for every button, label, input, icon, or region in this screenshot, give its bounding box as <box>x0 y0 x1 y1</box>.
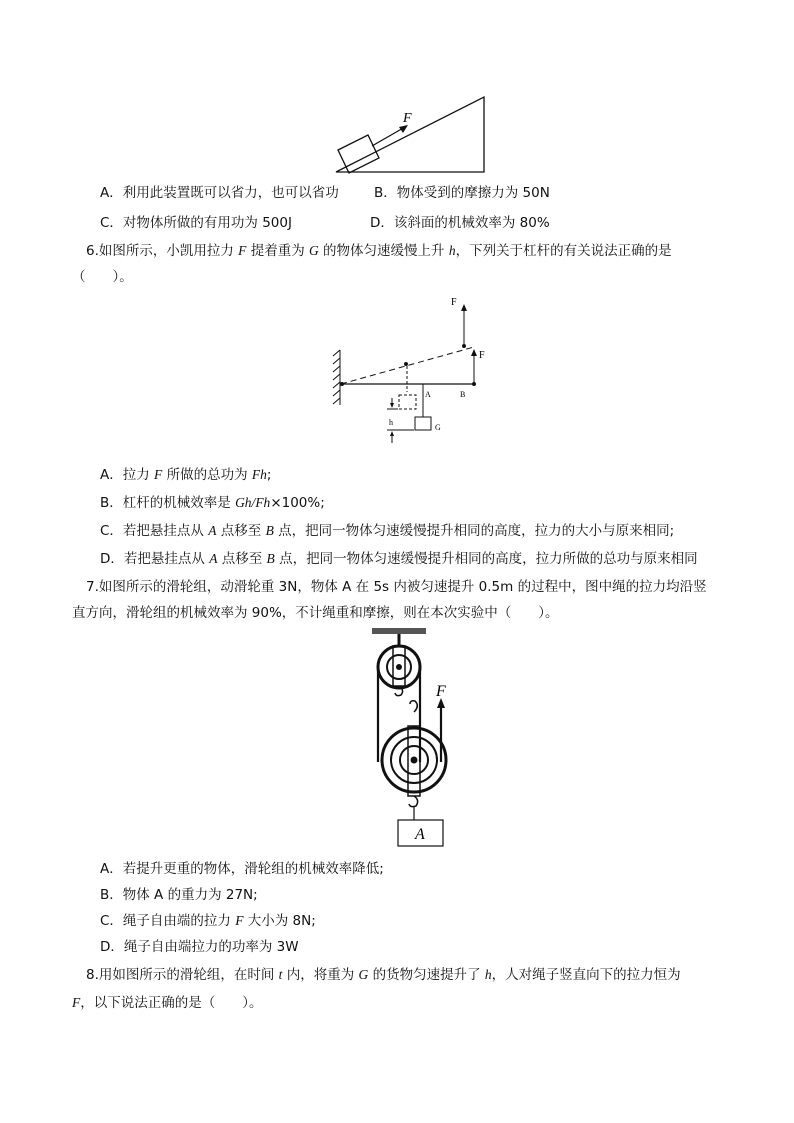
lever-label-h: h <box>389 418 393 427</box>
q5-option-d: D．该斜面的机械效率为 80% <box>370 215 550 231</box>
q7-option-c: C．绳子自由端的拉力 F 大小为 8N; <box>100 913 316 929</box>
q7-stem-line1: 7.如图所示的滑轮组，动滑轮重 3N，物体 A 在 5s 内被匀速提升 0.5m 的过程中，图中绳的拉力均沿竖 <box>86 579 707 595</box>
q6-option-a: A．拉力 F 所做的总功为 Fh; <box>100 467 272 483</box>
q5-option-a: A．利用此装置既可以省力，也可以省功 <box>100 185 339 201</box>
pulley-ceiling <box>372 628 426 634</box>
pulley-fixed-axle <box>396 664 402 670</box>
pulley-label-A: A <box>415 826 425 843</box>
q6-stem-line2: （ ）。 <box>72 269 133 285</box>
q6-option-d: D．若把悬挂点从 A 点移至 B 点，把同一物体匀速缓慢提升相同的高度，拉力所做的总功与原来相同 <box>100 551 698 567</box>
q7-option-a: A．若提升更重的物体，滑轮组的机械效率降低; <box>100 861 384 877</box>
q6-option-c: C．若把悬挂点从 A 点移至 B 点，把同一物体匀速缓慢提升相同的高度，拉力的大小与原来相同; <box>100 523 675 539</box>
q5-option-b: B．物体受到的摩擦力为 50N <box>374 185 550 201</box>
lever-label-F-side: F <box>479 350 485 361</box>
pulley-hook-middle <box>410 701 417 712</box>
q7-option-d: D．绳子自由端拉力的功率为 3W <box>100 939 299 955</box>
q7-option-b: B．物体 A 的重力为 27N; <box>100 887 258 903</box>
q6-stem-line1: 6.如图所示，小凯用拉力 F 提着重为 G 的物体匀速缓慢上升 h，下列关于杠杆的有关说法正确的是 <box>86 243 672 259</box>
lever-label-A: A <box>425 390 431 399</box>
lever-label-B: B <box>460 390 466 399</box>
pulley-moving-hook <box>409 796 418 807</box>
incline-force-label: F <box>403 111 412 126</box>
q8-stem-line2: F，以下说法正确的是（ ）。 <box>72 995 263 1011</box>
lever-label-G: G <box>435 423 441 432</box>
q8-stem-line1: 8.用如图所示的滑轮组，在时间 t 内，将重为 G 的货物匀速提升了 h，人对绳子竖直向下的拉力恒为 <box>86 967 681 983</box>
q6-option-b: B．杠杆的机械效率是 Gh/Fh×100%; <box>100 495 325 511</box>
pulley-rope-over <box>378 646 420 667</box>
pulley-label-F: F <box>436 683 446 700</box>
lever-label-F-top: F <box>451 297 457 308</box>
pulley-moving-axle <box>411 757 418 764</box>
q7-stem-line2: 直方向，滑轮组的机械效率为 90%，不计绳重和摩擦，则在本次实验中（ ）。 <box>72 605 559 621</box>
q5-option-c: C．对物体所做的有用功为 500J <box>100 215 292 231</box>
